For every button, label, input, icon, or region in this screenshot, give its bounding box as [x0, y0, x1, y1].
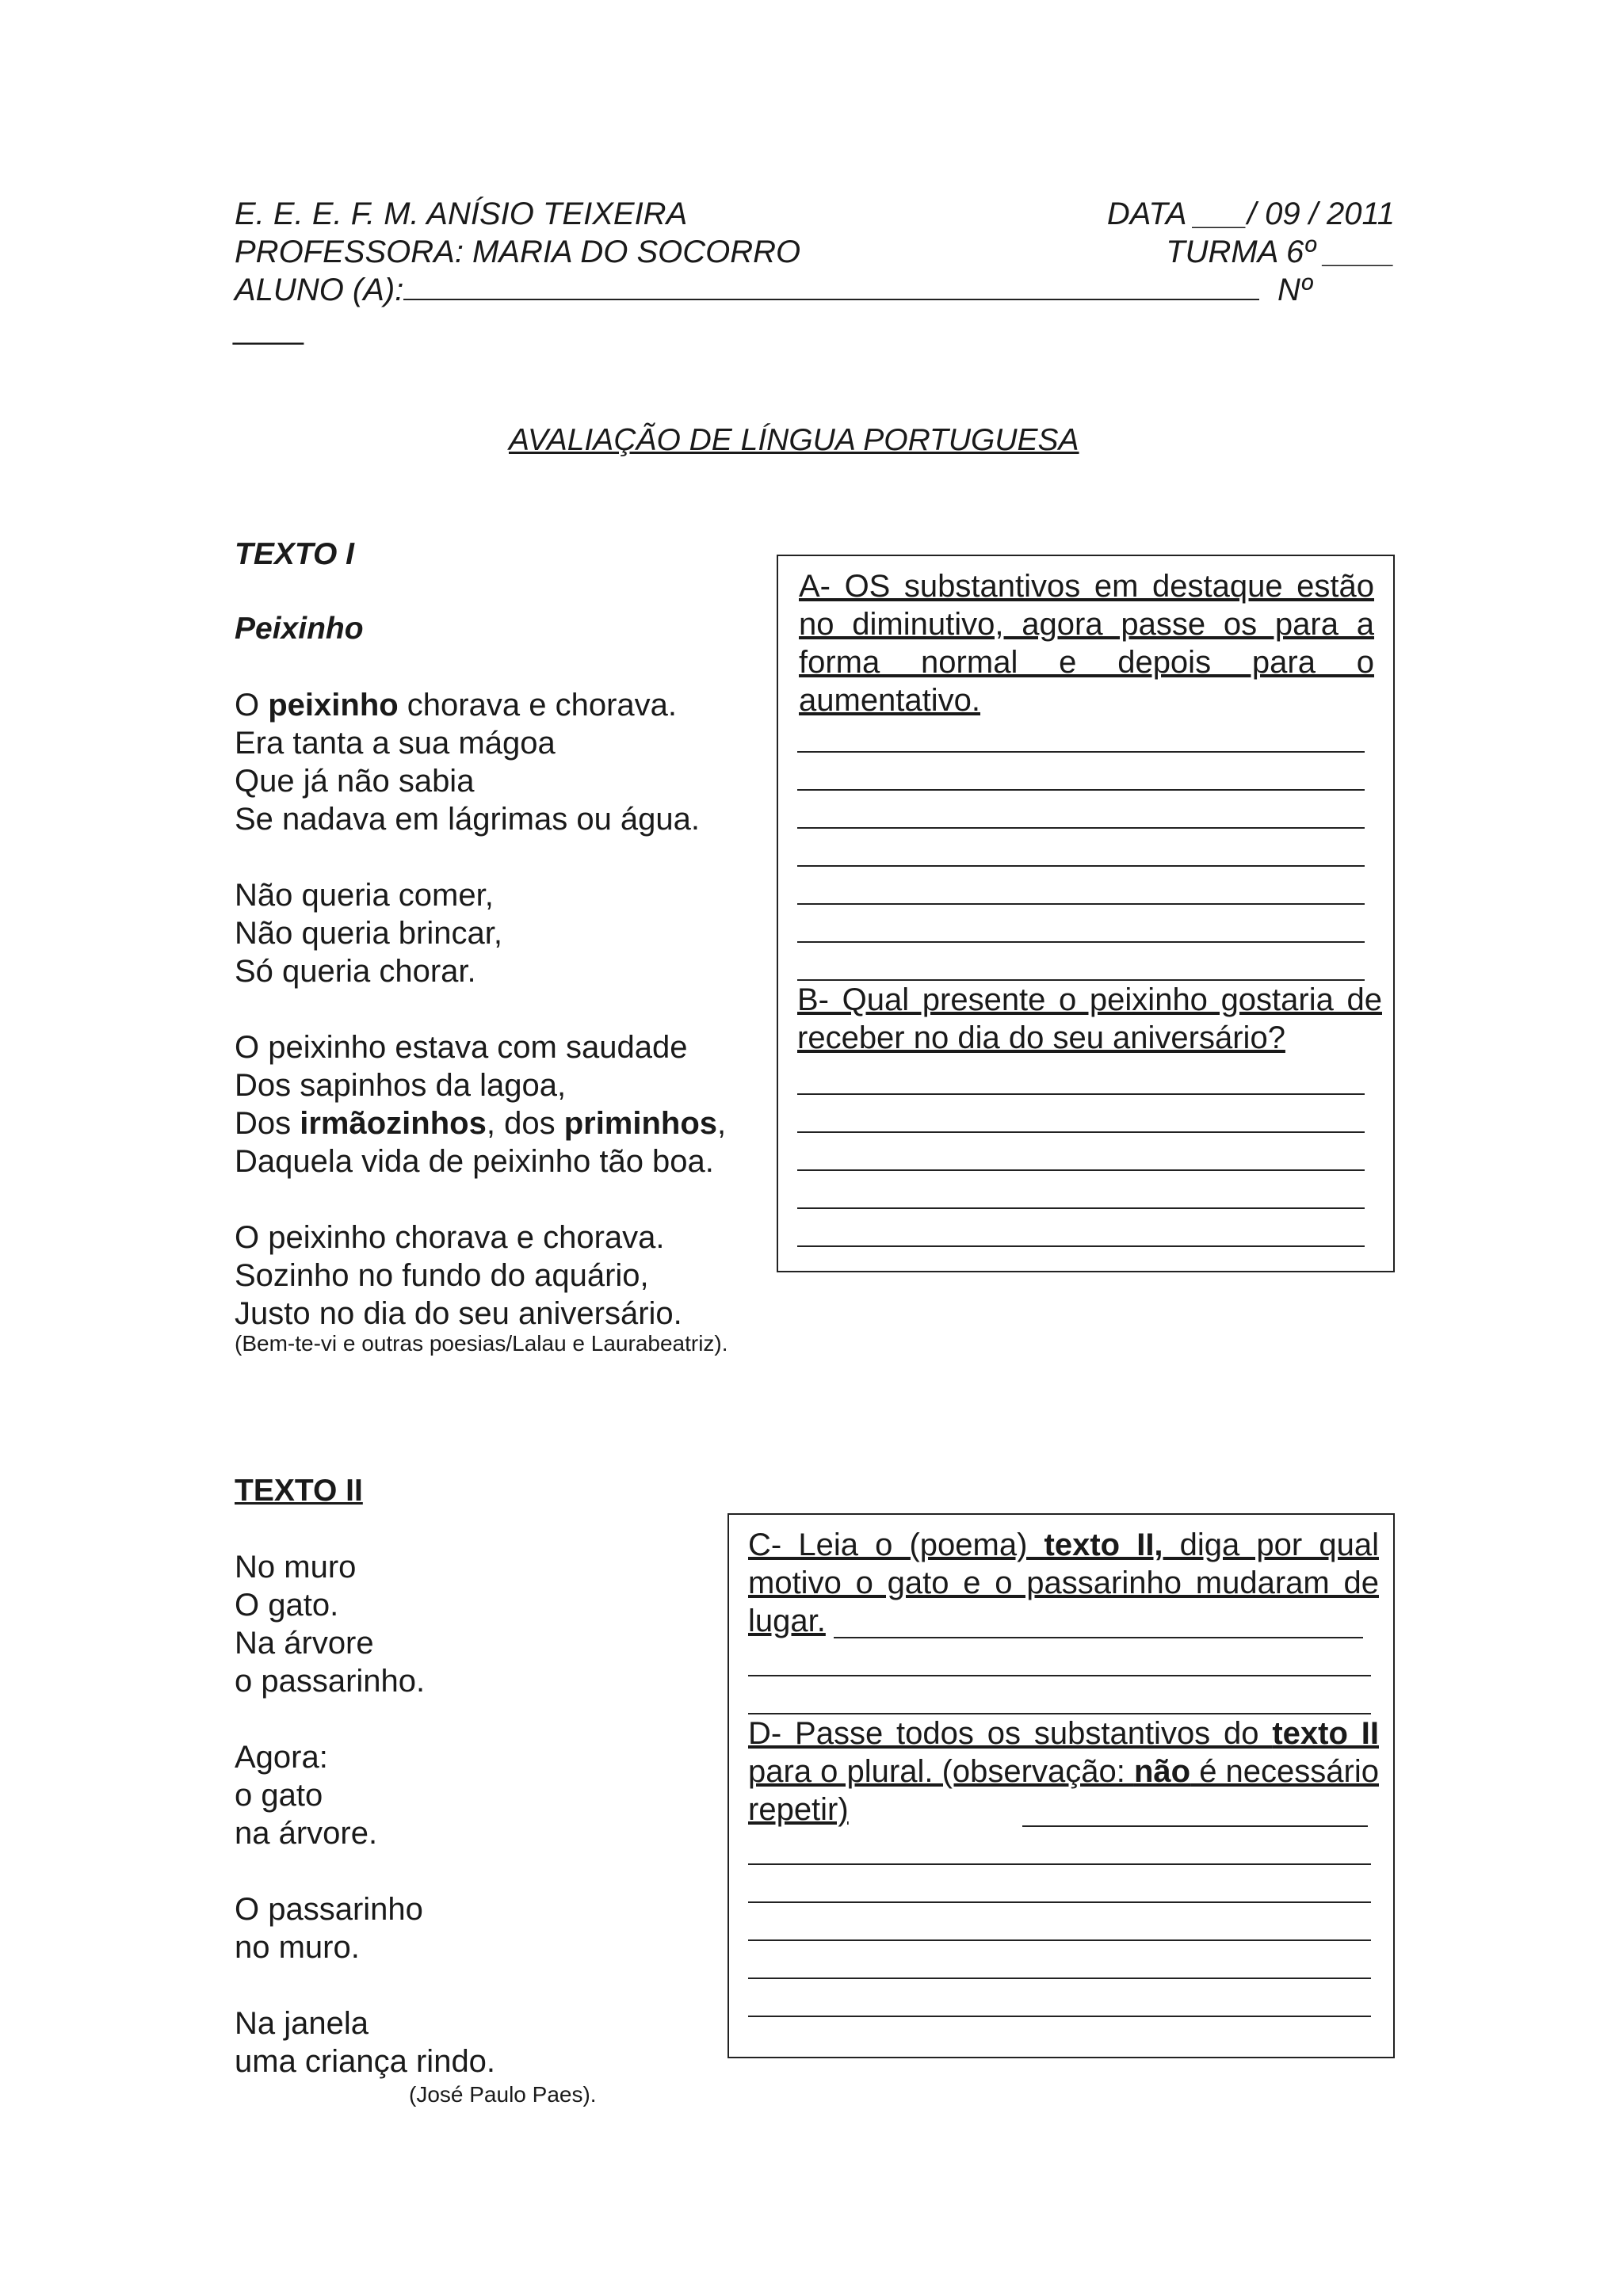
teacher-name: PROFESSORA: MARIA DO SOCORRO	[235, 235, 801, 269]
poem-text2	[235, 1548, 495, 2081]
answer-line-a[interactable]	[797, 751, 1365, 753]
poem-line: Sozinho no fundo do aquário,	[235, 1258, 649, 1293]
student-label: ALUNO (A):	[235, 273, 404, 307]
poem-line: Agora:	[235, 1740, 328, 1775]
poem-line: Justo no dia do seu aniversário.	[235, 1296, 682, 1331]
answer-line-c[interactable]	[834, 1637, 1363, 1638]
poem-line: O peixinho chorava e chorava.	[235, 1220, 665, 1255]
poem-line: O passarinho	[235, 1892, 423, 1927]
answer-line-a[interactable]	[797, 789, 1365, 791]
number-blank[interactable]: ____	[233, 311, 304, 345]
poem-line: Daquela vida de peixinho tão boa.	[235, 1144, 714, 1179]
text1-label: TEXTO I	[235, 537, 354, 571]
poem-line: Era tanta a sua mágoa	[235, 726, 556, 761]
answer-line-c[interactable]	[748, 1675, 1371, 1676]
poem-line: Na árvore	[235, 1626, 374, 1661]
answer-line-b[interactable]	[797, 1169, 1365, 1171]
question-a: A- OS substantivos em destaque estão no diminutivo, agora passe os para a forma normal e depois para o aumentativo.	[799, 569, 1374, 718]
poem-line: O gato.	[235, 1588, 339, 1623]
poem-line: o passarinho.	[235, 1664, 426, 1699]
text2-label: TEXTO II	[235, 1474, 363, 1508]
poem-title: Peixinho	[235, 612, 364, 646]
date-field: DATA ___/ 09 / 2011	[1106, 196, 1395, 231]
class-field: TURMA 6º ____	[1166, 235, 1395, 269]
highlighted-noun: irmãozinhos	[300, 1106, 487, 1141]
question-d: D- Passe todos os substantivos do texto II para o plural. (observação: não é necessário repetir)	[748, 1716, 1379, 1827]
poem-line: o gato	[235, 1778, 323, 1813]
answer-line-a[interactable]	[797, 903, 1365, 905]
number-label: Nº	[1277, 273, 1312, 307]
student-row	[235, 271, 1259, 309]
poem-line: Dos irmãozinhos, dos priminhos,	[235, 1106, 727, 1141]
school-name: E. E. E. F. M. ANÍSIO TEIXEIRA	[235, 196, 688, 231]
poem-line: Se nadava em lágrimas ou água.	[235, 802, 701, 837]
answer-line-b[interactable]	[797, 1093, 1365, 1095]
poem-line: O peixinho chorava e chorava.	[235, 688, 677, 723]
poem-line: uma criança rindo.	[235, 2044, 496, 2079]
answer-line-a[interactable]	[797, 827, 1365, 829]
poem-line: O peixinho estava com saudade	[235, 1030, 688, 1065]
poem-line: No muro	[235, 1550, 357, 1585]
poem-text1	[235, 686, 726, 1333]
page-title: AVALIAÇÃO DE LÍNGUA PORTUGUESA	[509, 423, 1079, 457]
answer-line-d[interactable]	[748, 1939, 1371, 1941]
text2-citation: (José Paulo Paes).	[409, 2082, 597, 2107]
poem-line: Que já não sabia	[235, 764, 475, 799]
answer-line-d[interactable]	[748, 2016, 1371, 2017]
poem-line: Só queria chorar.	[235, 954, 476, 989]
poem-line: Dos sapinhos da lagoa,	[235, 1068, 567, 1103]
poem-line: Na janela	[235, 2006, 369, 2041]
highlighted-noun: priminhos	[563, 1106, 718, 1141]
question-b: B- Qual presente o peixinho gostaria de receber no dia do seu aniversário?	[797, 982, 1382, 1055]
answer-line-a[interactable]	[797, 941, 1365, 943]
poem-line: Não queria brincar,	[235, 916, 502, 951]
answer-line-b[interactable]	[797, 1245, 1365, 1247]
student-name-blank[interactable]	[403, 272, 1259, 300]
answer-line-a[interactable]	[797, 865, 1365, 867]
text1-citation: (Bem-te-vi e outras poesias/Lalau e Laurabeatriz).	[235, 1331, 728, 1356]
answer-line-d[interactable]	[748, 1901, 1371, 1903]
answer-line-d[interactable]	[748, 1978, 1371, 1979]
poem-line: na árvore.	[235, 1816, 378, 1851]
poem-line: Não queria comer,	[235, 878, 494, 913]
answer-line-b[interactable]	[797, 1131, 1365, 1133]
highlighted-noun: peixinho	[268, 688, 399, 723]
question-c: C- Leia o (poema) texto II, diga por qual motivo o gato e o passarinho mudaram de lugar.	[748, 1527, 1379, 1638]
answer-line-d[interactable]	[748, 1863, 1371, 1865]
answer-line-d[interactable]	[1022, 1825, 1368, 1827]
poem-line: no muro.	[235, 1930, 360, 1965]
question-box-ab	[777, 555, 1395, 1272]
answer-line-b[interactable]	[797, 1207, 1365, 1209]
